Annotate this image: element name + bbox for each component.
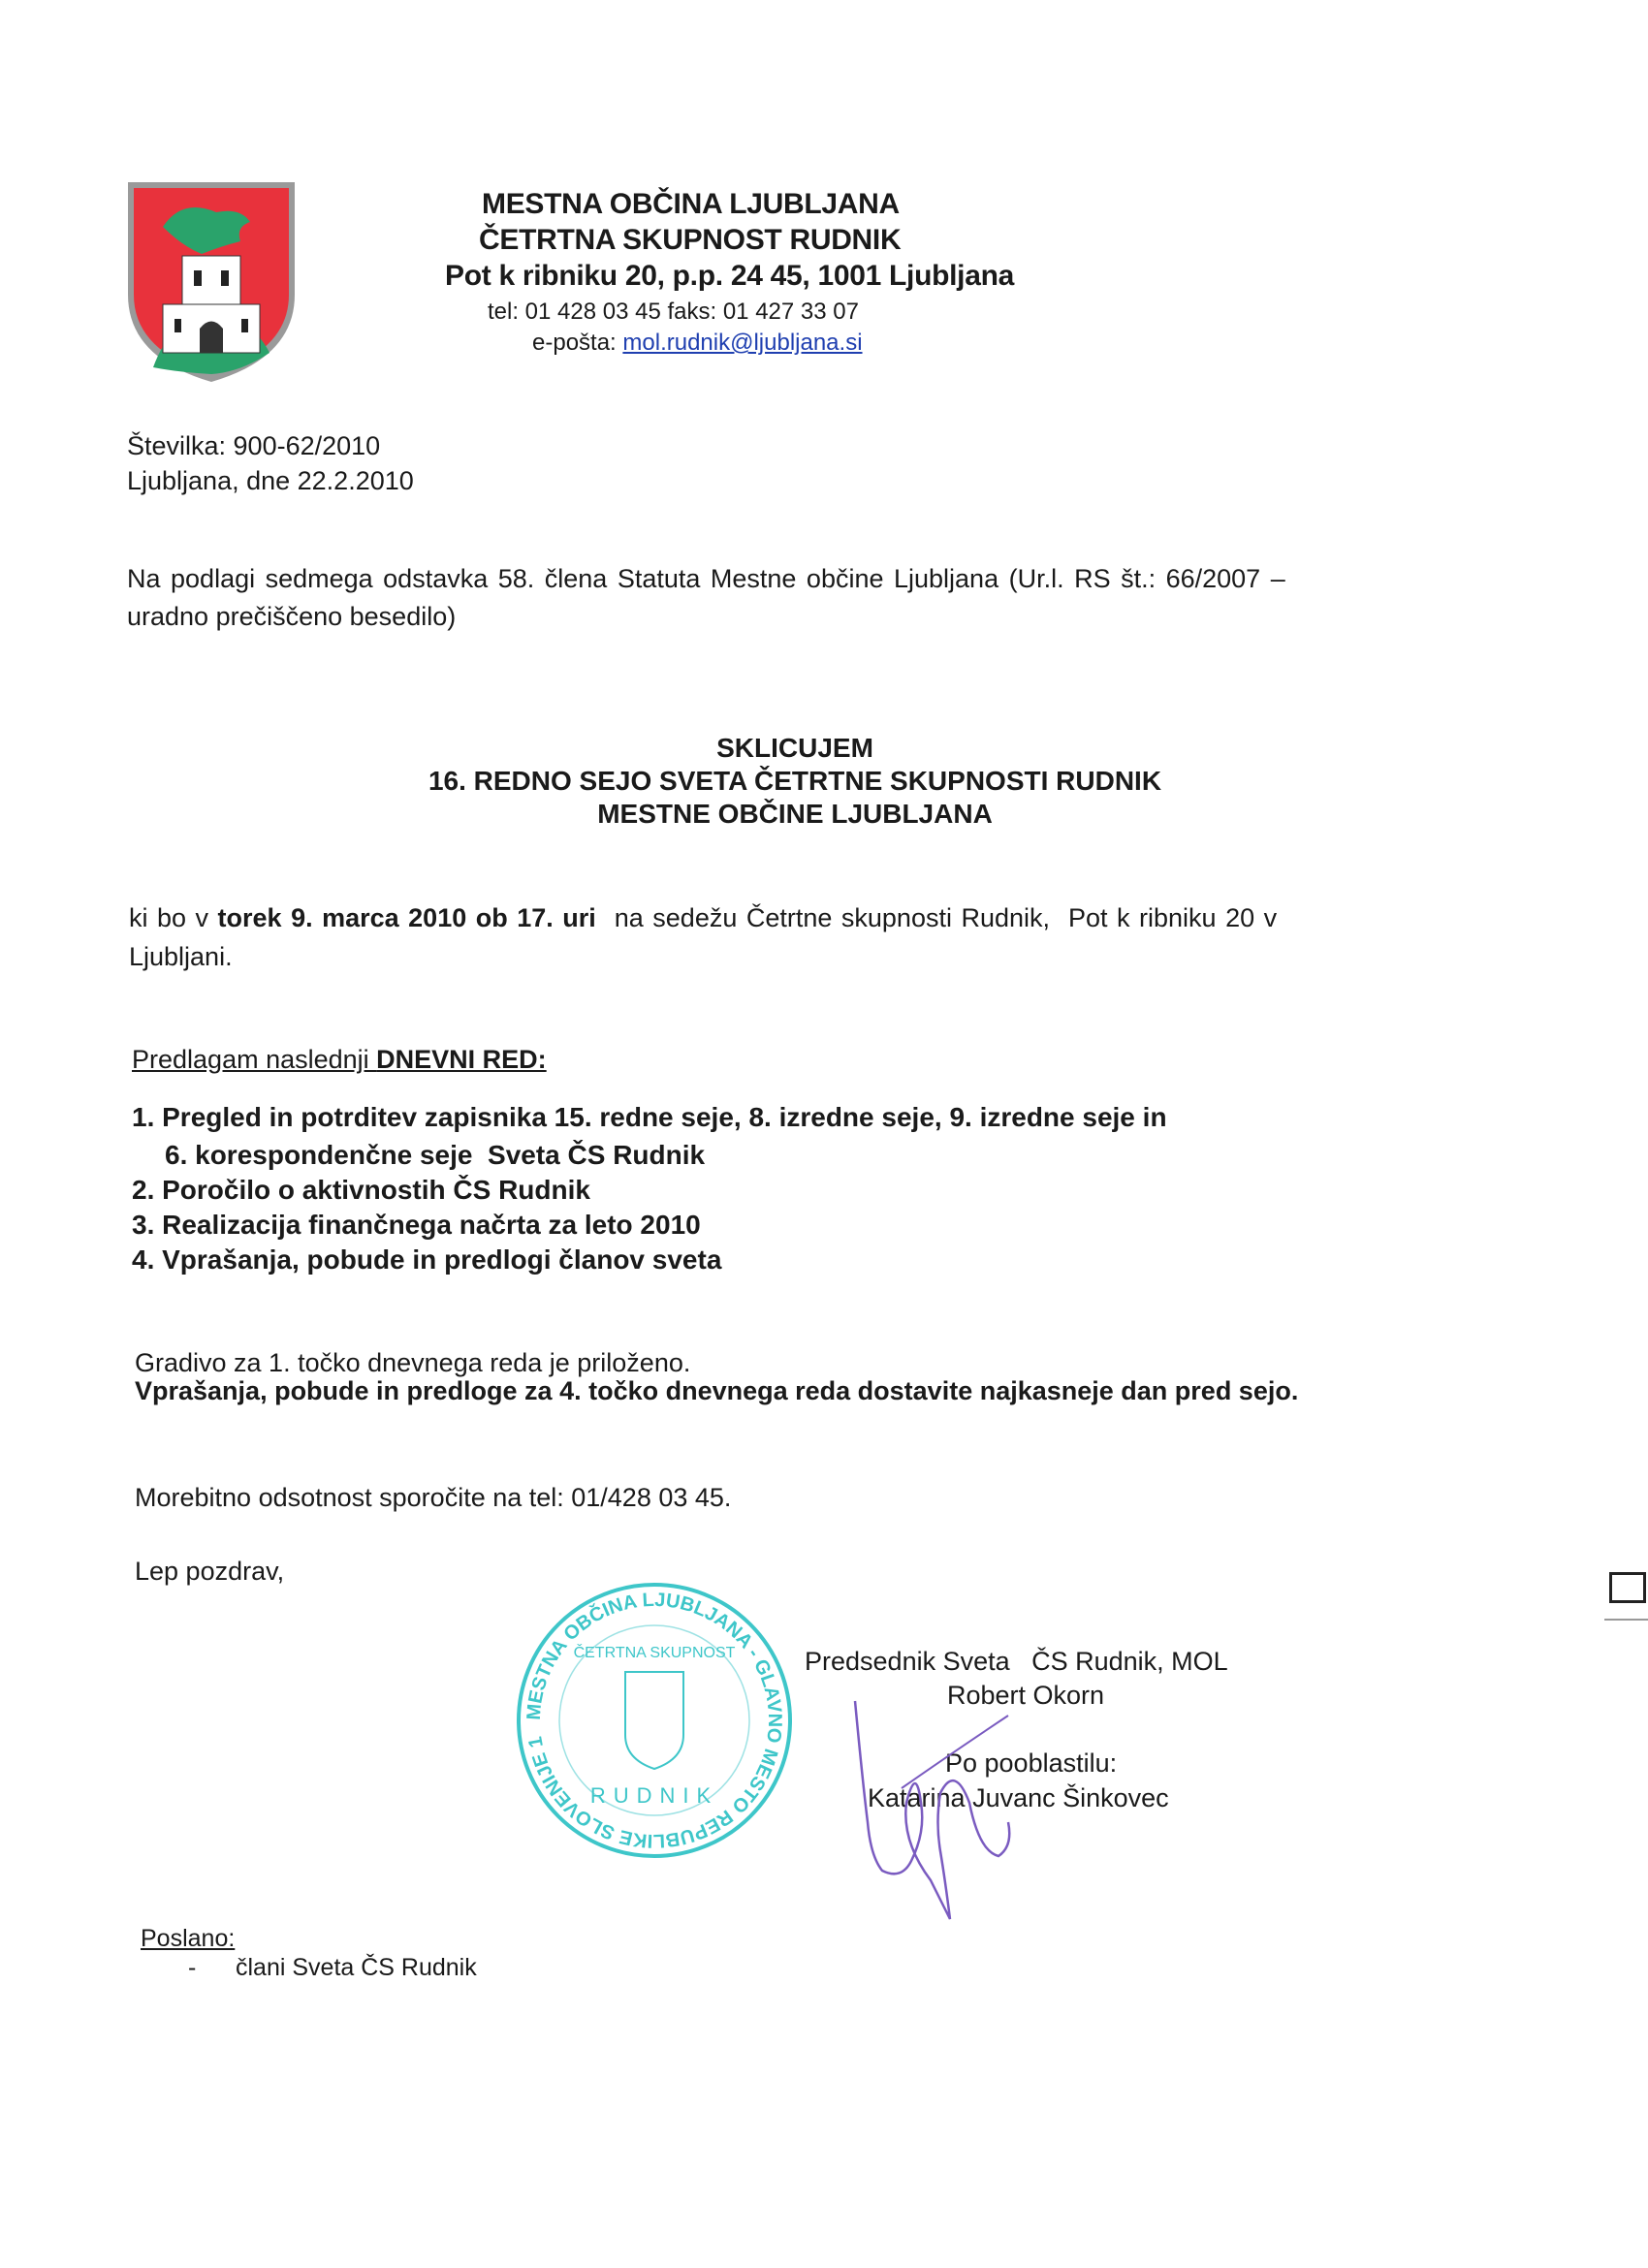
distribution-recipients: člani Sveta ČS Rudnik [236, 1954, 477, 1981]
distribution-dash: - [188, 1954, 197, 1981]
agenda-item: 3. Realizacija finančnega načrta za leto 2010 [132, 1210, 701, 1240]
session-details [129, 903, 1277, 933]
agenda-title: DNEVNI RED: [376, 1045, 547, 1074]
org-name: MESTNA OBČINA LJUBLJANA [482, 188, 900, 220]
agenda-item: 1. Pregled in potrditev zapisnika 15. redne seje, 8. izredne seje, 9. izredne seje in [132, 1102, 1167, 1132]
legal-basis-line1: Na podlagi sedmega odstavka 58. člena Statuta Mestne občine Ljubljana (Ur.l. RS št.: 66/2007 – [127, 564, 1285, 593]
agenda-intro: Predlagam naslednji [132, 1045, 377, 1074]
coat-of-arms-logo [124, 178, 299, 386]
document-number: Številka: 900-62/2010 [127, 431, 381, 460]
stamp-inner-text: ČETRTNA SKUPNOST [573, 1645, 736, 1661]
session-location: na sedežu Četrtne skupnosti Rudnik, Pot k ribniku 20 v [595, 903, 1278, 932]
signatory-name: Robert Okorn [947, 1681, 1105, 1710]
session-prefix: ki bo v [129, 903, 218, 932]
scan-edge-mark [1609, 1572, 1646, 1603]
agenda-heading [132, 1045, 547, 1075]
material-note: Gradivo za 1. točko dnevnega reda je priloženo. [135, 1348, 691, 1377]
proxy-name: Katarina Juvanc Šinkovec [868, 1783, 1169, 1812]
email-label: e-pošta: [532, 330, 623, 356]
handwritten-signature [843, 1686, 1095, 1938]
email-link[interactable]: mol.rudnik@ljubljana.si [622, 330, 863, 356]
official-stamp [514, 1580, 795, 1861]
legal-basis-line2: uradno prečiščeno besedilo) [127, 602, 457, 631]
org-phone: tel: 01 428 03 45 faks: 01 427 33 07 [488, 299, 859, 325]
session-details-line2: Ljubljani. [129, 942, 233, 971]
distribution-label: Poslano: [141, 1925, 236, 1952]
title-line2: 16. REDNO SEJO SVETA ČETRTNE SKUPNOSTI RUDNIK [428, 766, 1162, 796]
svg-text:MESTNA OBČINA LJUBLJANA - GLAV [523, 1590, 785, 1851]
org-unit: ČETRTNA SKUPNOST RUDNIK [479, 224, 902, 256]
agenda-item: 4. Vprašanja, pobude in predlogi članov sveta [132, 1244, 722, 1275]
org-address: Pot k ribniku 20, p.p. 24 45, 1001 Ljubljana [445, 260, 1015, 292]
session-datetime: torek 9. marca 2010 ob 17. uri [217, 903, 596, 932]
proxy-label: Po pooblastilu: [945, 1748, 1118, 1778]
absence-note: Morebitno odsotnost sporočite na tel: 01/428 03 45. [135, 1483, 732, 1512]
agenda-item: 2. Poročilo o aktivnostih ČS Rudnik [132, 1175, 590, 1205]
signatory-role: Predsednik Sveta ČS Rudnik, MOL [805, 1647, 1228, 1676]
title-line3: MESTNE OBČINE LJUBLJANA [597, 799, 993, 829]
greeting: Lep pozdrav, [135, 1557, 285, 1586]
questions-note: Vprašanja, pobude in predloge za 4. točko dnevnega reda dostavite najkasneje dan pred sejo. [135, 1376, 1299, 1405]
stamp-outer-text: MESTNA OBČINA LJUBLJANA - GLAVNO MESTO REPUBLIKE SLOVENIJE 1 [523, 1589, 786, 1852]
agenda-item-continuation: 6. korespondenčne seje Sveta ČS Rudnik [165, 1140, 706, 1170]
title-line1: SKLICUJEM [716, 733, 873, 763]
stamp-bottom-text: RUDNIK [589, 1783, 719, 1808]
scan-edge-line [1604, 1619, 1648, 1621]
org-email-line [532, 330, 863, 357]
document-date: Ljubljana, dne 22.2.2010 [127, 466, 414, 495]
